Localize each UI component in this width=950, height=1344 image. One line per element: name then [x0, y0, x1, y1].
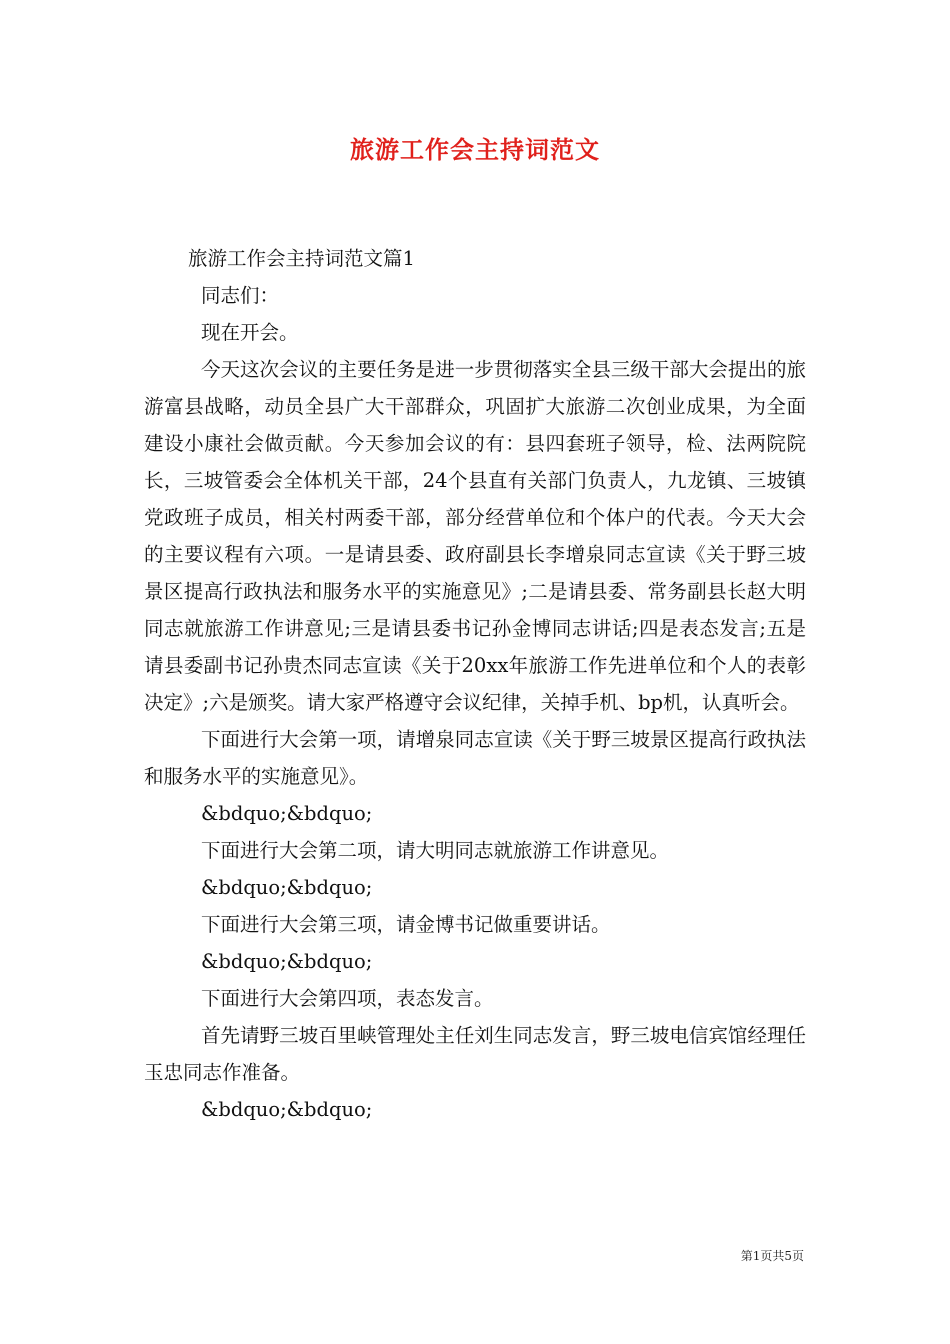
page-number: 第1页共5页	[740, 1249, 804, 1263]
paragraph: &bdquo;&bdquo;	[201, 950, 373, 973]
document-title: 旅游工作会主持词范文	[350, 135, 600, 164]
paragraph: 下面进行大会第四项，表态发言。	[201, 987, 494, 1010]
paragraph: 下面进行大会第一项，请增泉同志宣读《关于野三坡景区提高行政执法和服务水平的实施意见》。	[144, 728, 806, 788]
section-heading: 旅游工作会主持词范文篇1	[188, 247, 415, 270]
document-body	[144, 240, 806, 1128]
salutation: 同志们：	[201, 284, 280, 307]
paragraph: &bdquo;&bdquo;	[201, 1098, 373, 1121]
paragraph: &bdquo;&bdquo;	[201, 876, 373, 899]
paragraph: 今天这次会议的主要任务是进一步贯彻落实全县三级干部大会提出的旅游富县战略，动员全县广大干部群众，巩固扩大旅游二次创业成果，为全面建设小康社会做贡献。今天参加会议的有：县四套班子领导，检、法两院院长，三坡管委会全体机关干部，24个县直有关部门负责人，九龙镇、三坡镇党政班子成员，相关村两委干部，部分经营单位和个体户的代表。今天大会的主要议程有六项。一是请县委、政府副县长李增泉同志宣读《关于野三坡景区提高行政执法和服务水平的实施意见》;二是请县委、常务副县长赵大明同志就旅游工作讲意见;三是请县委书记孙金博同志讲话;四是表态发言;五是请县委副书记孙贵杰同志宣读《关于20xx年旅游工作先进单位和个人的表彰决定》;六是颁奖。请大家严格遵守会议纪律，关掉手机、bp机，认真听会。	[144, 358, 806, 714]
paragraph: 下面进行大会第二项，请大明同志就旅游工作讲意见。	[201, 839, 670, 862]
paragraph: 下面进行大会第三项，请金博书记做重要讲话。	[201, 913, 611, 936]
paragraph: &bdquo;&bdquo;	[201, 802, 373, 825]
paragraph: 首先请野三坡百里峡管理处主任刘生同志发言，野三坡电信宾馆经理任玉忠同志作准备。	[144, 1024, 806, 1084]
paragraph: 现在开会。	[201, 321, 299, 344]
